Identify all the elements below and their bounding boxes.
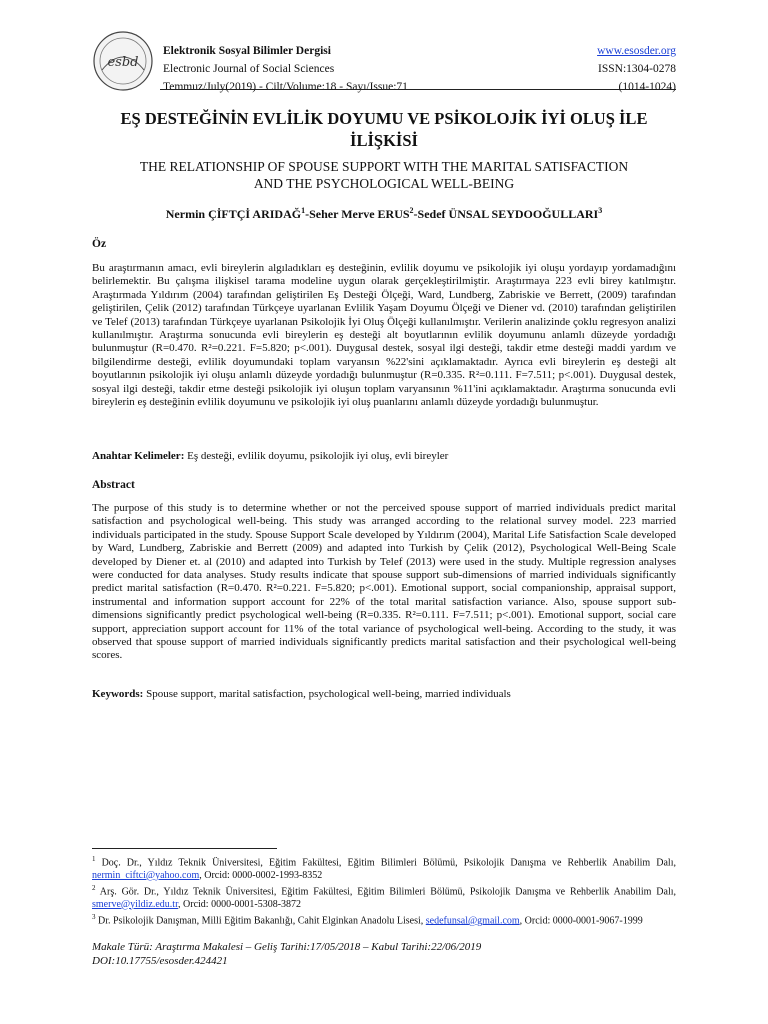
footnote-2-orcid: , Orcid: 0000-0001-5308-3872 [178,898,302,910]
author-1-sup: 1 [301,206,306,215]
journal-url-link[interactable]: www.esosder.org [597,45,676,57]
title-turkish [92,108,676,152]
author-2-sup: 2 [409,206,414,215]
oz-heading: Öz [92,238,107,250]
footnote-3-orcid: , Orcid: 0000-0001-9067-1999 [519,915,643,927]
journal-pages: (1014-1024) [618,81,676,93]
author-3-sup: 3 [598,206,603,215]
abstract-heading: Abstract [92,479,135,491]
footnote-1-num: 1 [92,855,96,863]
journal-issn: ISSN:1304-0278 [598,63,676,75]
footnote-2 [92,882,676,911]
article-doi: DOI:10.17755/esosder.424421 [92,955,228,967]
footnote-1-orcid: , Orcid: 0000-0002-1993-8352 [199,869,323,881]
footnote-2-text: Arş. Gör. Dr., Yıldız Teknik Üniversitesi, Eğitim Fakültesi, Eğitim Bilimleri Bölümü, Psikolojik Danışma ve Rehberlik Anabilim Dalı, [95,886,676,898]
footnotes [92,853,676,927]
abstract-paragraph: The purpose of this study is to determine whether or not the perceived spouse support of married individuals predict marital satisfaction and psychological well-being. This study was arranged according to the relational survey model. 223 married individuals participated in the study. Spouse Support Scale developed by Yıldırım (2004), Marital Life Satisfaction Scale developed by Ward, Lundberg, Zabriskie and Berrett (2009) and adapted into Turkish by Çelik (2012), Psychological Well-Being Scale developed by Diener et. al (2010) and adapted into Turkish by Telef (2013) were used in the study. Multiple regression analyses were conducted for data analyses. Study results indicate that spouse support sub-dimensions of married individuals significantly predict marital satisfaction (R=0.470. R²=0.221. F=5.820; p<.001). Emotional support, social companionship, appraisal support, instrumental and information support account for 22% of the total marital satisfaction variance. Also, spouse support sub-dimensions significantly predict psychological well-being (R=0.335. R²=0.111. F=7.511; p<.001). Emotional support, social care support, appreciation support account for 11% of the total variance of psychological well-being. According to the study, it was observed that spouse support of married individuals significantly predicts marital satisfaction and their psychological well-being scores. [92,502,676,662]
author-1: Nermin ÇİFTÇİ ARIDAĞ [165,207,302,221]
footnote-3-num: 3 [92,912,96,921]
kw-en-label: Keywords: [92,688,144,700]
title-tr-line1: EŞ DESTEĞİNİN EVLİLİK DOYUMU VE PSİKOLOJİK İYİ OLUŞ İLE [120,109,648,128]
journal-name: Elektronik Sosyal Bilimler Dergisi [163,45,331,57]
journal-name-en: Electronic Journal of Social Sciences [163,63,335,75]
header-divider [160,89,676,90]
keywords-turkish [92,450,676,462]
article-meta [92,940,481,968]
keywords-english [92,688,676,700]
author-2: -Seher Merve ERUS [305,207,410,221]
journal-logo [92,30,154,92]
title-en-line2: AND THE PSYCHOLOGICAL WELL-BEING [253,176,515,191]
title-en-line1: THE RELATIONSHIP OF SPOUSE SUPPORT WITH THE MARITAL SATISFACTION [139,159,629,174]
kw-en-text: Spouse support, marital satisfaction, psychological well-being, married individuals [143,688,511,700]
journal-header-right [597,42,676,96]
footnote-3-text: Dr. Psikolojik Danışman, Milli Eğitim Bakanlığı, Cahit Elginkan Anadolu Lisesi, [95,915,426,927]
oz-paragraph: Bu araştırmanın amacı, evli bireylerin algıladıkları eş desteğinin, evlilik doyumu ve psikolojik iyi oluşu yordayıp yordamadığını belirlemektir. Bu çalışma ilişkisel tarama modeline uygun olarak gerçekleştirilmiştir. Araştırmaya 223 evli birey katılmıştır. Araştırmada Yıldırım (2004) tarafından geliştirilen Eş Desteği Ölçeği, Ward, Lundberg, Zabriskie ve Berrett, (2009) tarafından geliştirilen, Çelik (2012) tarafından Türkçeye uyarlanan Evlilik Yaşam Doyumu Ölçeği ve Diener vd. (2010) tarafından geliştirilen ve Telef (2013) tarafından Türkçeye uyarlanan Psikolojik İyi Oluş Ölçeği kullanılmıştır. Verilerin analizinde çoklu regresyon analizi kullanılmıştır. Araştırma sonucunda evli bireylerin eş desteği alt boyutlarının evlilik doyumunu anlamlı düzeyde yordadığı bulunmuştur (R=0.470. R²=0.221. F=5.820; p<.001). Duygusal destek, sosyal ilgi desteği, takdir etme desteği maddi yardım ve bilgilendirme desteği, evlilik doyumundaki toplam varyansın %22'sini açıklamaktadır. Ayrıca evli bireylerin eş desteği alt boyutlarının psikolojik iyi oluşu anlamlı düzeyde yordadığı bulunmuştur (R=0.335. R²=0.111. F=7.511; p<.001). Duygusal destek, sosyal ilgi desteği, takdir etme desteği psikolojik iyi oluşun toplam varyansının %11'ini açıklamaktadır. Araştırma sonucunda evli bireylerin eş desteğinin evlilik doyumunu ve psikolojik iyi oluş puanlarını anlamlı düzeyde yordadığı bulunmuştur. [92,262,676,409]
footnote-2-num: 2 [92,883,96,892]
author-3: -Sedef ÜNSAL SEYDOOĞULLARI [413,207,599,221]
footnote-1 [92,853,676,882]
title-tr-line2: İLİŞKİSİ [350,131,418,150]
article-type-dates: Makale Türü: Araştırma Makalesi – Geliş Tarihi:17/05/2018 – Kabul Tarihi:22/06/2019 [92,941,482,953]
footnote-1-text: Doç. Dr., Yıldız Teknik Üniversitesi, Eğitim Fakültesi, Eğitim Bilimleri Bölümü, Psikolojik Danışma ve Rehberlik Anabilim Dalı, [95,857,676,869]
footnote-3 [92,911,676,928]
footnote-divider [92,848,277,849]
footnote-1-email-link[interactable]: nermin_ciftci@yahoo.com [92,869,200,881]
journal-issue: Temmuz/July(2019) - Cilt/Volume:18 - Sayı/Issue:71 [163,81,408,93]
kw-tr-label: Anahtar Kelimeler: [92,450,185,462]
journal-header-left [163,42,408,96]
title-english [92,158,676,192]
footnote-2-email-link[interactable]: smerve@yildiz.edu.tr [92,898,179,910]
logo-text: esbd [107,55,139,70]
kw-tr-text: Eş desteği, evlilik doyumu, psikolojik iyi oluş, evli bireyler [184,450,449,462]
footnote-3-email-link[interactable]: sedefunsal@gmail.com [425,915,520,927]
author-list [92,206,676,222]
